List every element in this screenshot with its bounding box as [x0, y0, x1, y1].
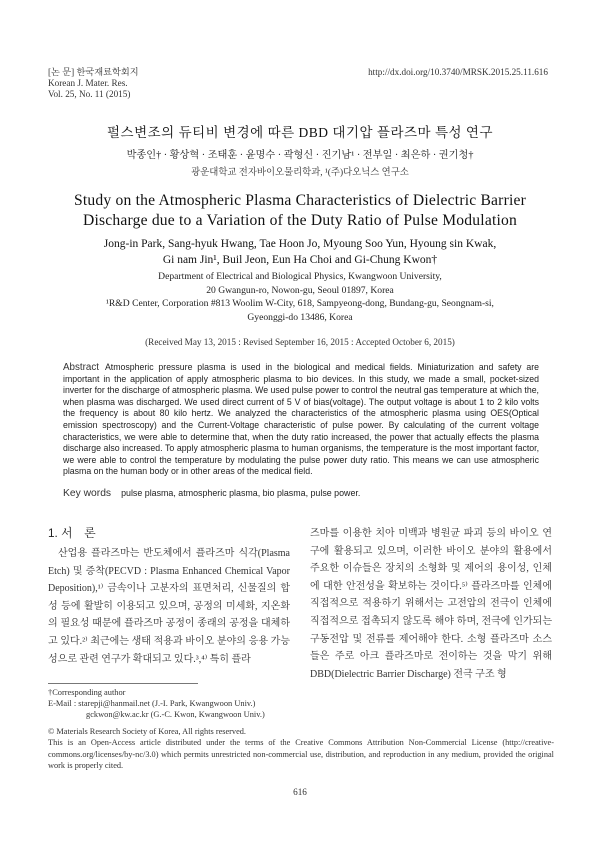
- license-text: This is an Open-Access article distributed under the terms of the Creative Commons Attribution Non-Commercial License (http://creative-commons.org/licenses/by-nc/3.0) which permits unrestricted non-commercial use, distribution, and reproduction in any medium, provided the original work is properly cited.: [48, 738, 554, 771]
- journal-volume: Vol. 25, No. 11 (2015): [48, 89, 131, 99]
- footnote-divider: [48, 683, 198, 684]
- page-number: 616: [293, 787, 307, 797]
- body-column-left: 산업용 플라즈마는 반도체에서 플라즈마 식각(Plasma Etch) 및 증착(PECVD : Plasma Enhanced Chemical Vapor Deposition),¹⁾ 금속이나 고분자의 표면처리, 신물질의 합성 등에 활발히 이용되고 있으며, 공정의 미세화, 지온화의 필요성 때문에 플라즈마 공정이 종래의 공정을 대체하고 있다.²⁾ 최근에는 생태 적용과 바이오 분야의 응용 가능성으로 관련 연구가 확대되고 있다.³,⁴⁾ 특히 플라: [48, 548, 290, 665]
- authors-english-line1: Jong-in Park, Sang-hyuk Hwang, Tae Hoon Jo, Myoung Soo Yun, Hyoung sin Kwak,: [103, 238, 497, 250]
- affiliation-english-line1: Department of Electrical and Biological Physics, Kwangwoon University,: [158, 271, 442, 282]
- journal-header: [48, 67, 139, 100]
- journal-name-ko: [논 문] 한국재료학회지: [48, 67, 139, 77]
- affiliation-english-line2: 20 Gwangun-ro, Nowon-gu, Seoul 01897, Korea: [206, 284, 394, 296]
- keywords: [63, 488, 539, 499]
- affiliation-english-line4: Gyeonggi-do 13486, Korea: [247, 311, 353, 323]
- affiliation-english: [40, 270, 560, 324]
- section-heading-introduction: 1. 서 론: [48, 526, 96, 540]
- authors-korean: 박종인† · 황상혁 · 조태훈 · 윤명수 · 곽형신 · 진기남¹ · 전부일 · 최은하 · 권기청†: [126, 150, 474, 161]
- title-english: [30, 191, 570, 231]
- keywords-text: pulse plasma, atmospheric plasma, bio plasma, pulse power.: [121, 488, 361, 498]
- title-english-line1: Study on the Atmospheric Plasma Characteristics of Dielectric Barrier: [73, 192, 527, 209]
- footnote-email1: E-Mail : starepji@hanmail.net (J.-I. Park, Kwangwoon Univ.): [48, 699, 256, 709]
- affiliation-english-line3: ¹R&D Center, Corporation #813 Woolim W-City, 618, Sampyeong-dong, Bundang-gu, Seongnam-si,: [106, 298, 494, 309]
- footnote-corresponding: †Corresponding author: [48, 688, 126, 697]
- abstract-label: Abstract: [63, 362, 99, 373]
- keywords-label: Key words: [63, 488, 112, 499]
- authors-english-line2: Gi nam Jin¹, Buil Jeon, Eun Ha Choi and Gi-Chung Kwon†: [162, 254, 438, 266]
- body-column-right: 즈마를 이용한 치아 미백과 병원균 파괴 등의 바이오 연구에 활용되고 있으며, 이러한 바이오 분야의 활용에서 주요한 이슈들은 장치의 소형화 및 제어의 용이성, 인체에 대한 안전성을 확보하는 것이다.⁵⁾ 플라즈마를 인체에 직접적으로 적용하기 위해서는 고전압의 전극이 인체에 직접적으로 접촉되지 않도록 해야 하며, 전극에 인가되는 구동전압 및 전류를 제어해야 한다. 소형 플라즈마 소스들은 주로 아크 플라즈마로 전이하는 것을 막기 위해 DBD(Dielectric Barrier Discharge) 전극 구조 형: [310, 528, 552, 680]
- footnote: [48, 687, 265, 721]
- received-dates: (Received May 13, 2015 : Revised September 16, 2015 : Accepted October 6, 2015): [145, 337, 455, 347]
- doi-link[interactable]: http://dx.doi.org/10.3740/MRSK.2015.25.11.616: [368, 67, 548, 77]
- abstract: [63, 362, 539, 478]
- copyright-line: © Materials Research Society of Korea, All rights reserved.: [48, 727, 246, 736]
- journal-name-en: Korean J. Mater. Res.: [48, 78, 128, 88]
- authors-english: [30, 236, 570, 268]
- abstract-text: Atmospheric pressure plasma is used in the biological and medical fields. Miniaturization and safety are important in the application of apply atmospheric plasma to bio devices. In this study, we made a small, pocket-sized inverter for the discharge of atmospheric plasma. We used pulse power to control the neutral gas temperature at which the, when plasma was discharged. We used direct current of 5 V of bias(voltage). The output voltage is about 1 to 2 kilo volts the frequency is about 80 kilo hertz. We analyzed the characteristics of the atmospheric plasma using OES(Optical emission spectroscopy) and the Current-Voltage characteristic of pulse power. By calculating of the current voltage characteristics, we were able to determine that, when the duty ratio increased, the power that actually effects the plasma discharge also increased. To apply atmospheric plasma to human organisms, the temperature is the most important factor, we were able to control the temperature by modulating the pulse power duty ratio. This means we can use atmospheric plasma on the human body or in other areas of the medical field.: [63, 362, 539, 477]
- affiliation-korean: 광운대학교 전자바이오물리학과, ¹(주)다오닉스 연구소: [191, 168, 409, 178]
- footnote-email2: gckwon@kw.ac.kr (G.-C. Kwon, Kwangwoon Univ.): [86, 710, 265, 720]
- title-english-line2: Discharge due to a Variation of the Duty Ratio of Pulse Modulation: [82, 212, 518, 229]
- copyright-block: [48, 726, 554, 772]
- title-korean: 펄스변조의 듀티비 변경에 따른 DBD 대기압 플라즈마 특성 연구: [107, 125, 493, 140]
